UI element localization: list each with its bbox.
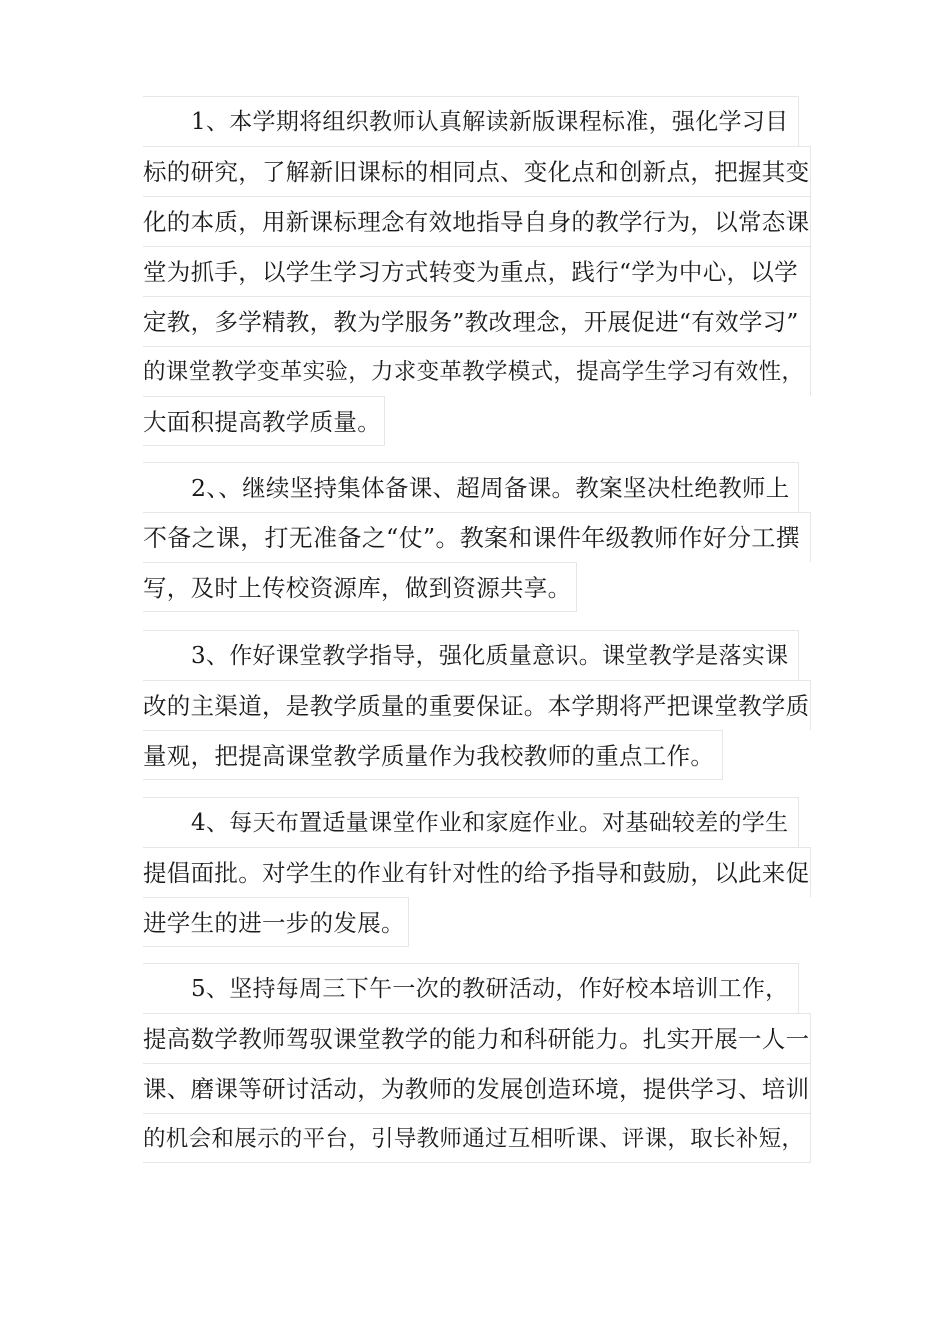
text-line: 定教，多学精教，教为学服务”教改理念，开展促进“有效学习” [143,296,811,346]
text-line: 标的研究，了解新旧课标的相同点、变化点和创新点，把握其变 [143,146,811,196]
text-line: 进学生的进一步的发展。 [143,897,409,947]
text-line: 写，及时上传校资源库，做到资源共享。 [143,562,577,612]
text-line: 3、作好课堂教学指导，强化质量意识。课堂教学是落实课 [143,630,799,680]
text-line: 的课堂教学变革实验，力求变革教学模式，提高学生学习有效性， [143,346,811,396]
text-line: 化的本质，用新课标理念有效地指导自身的教学行为，以常态课 [143,196,811,246]
text-line: 1、本学期将组织教师认真解读新版课程标准，强化学习目 [143,96,799,146]
text-line: 量观，把提高课堂教学质量作为我校教师的重点工作。 [143,730,723,780]
text-line: 2、、继续坚持集体备课、超周备课。教案坚决杜绝教师上 [143,462,799,512]
text-line: 提高数学教师驾驭课堂教学的能力和科研能力。扎实开展一人一 [143,1013,811,1063]
text-line: 大面积提高教学质量。 [143,396,385,446]
paragraph-3 [143,630,811,780]
text-line: 的机会和展示的平台，引导教师通过互相听课、评课，取长补短， [143,1113,811,1163]
paragraph-2 [143,462,811,612]
text-line: 提倡面批。对学生的作业有针对性的给予指导和鼓励，以此来促 [143,847,811,897]
paragraph-4 [143,797,811,947]
text-line: 改的主渠道，是教学质量的重要保证。本学期将严把课堂教学质 [143,680,811,730]
text-line: 不备之课，打无准备之“仗”。教案和课件年级教师作好分工撰 [143,512,811,562]
paragraph-1 [143,96,811,446]
text-line: 5、坚持每周三下午一次的教研活动，作好校本培训工作， [143,963,799,1013]
text-line: 堂为抓手，以学生学习方式转变为重点，践行“学为中心，以学 [143,246,811,296]
text-line: 课、磨课等研讨活动，为教师的发展创造环境，提供学习、培训 [143,1063,811,1113]
paragraph-5 [143,963,811,1163]
text-line: 4、每天布置适量课堂作业和家庭作业。对基础较差的学生 [143,797,799,847]
